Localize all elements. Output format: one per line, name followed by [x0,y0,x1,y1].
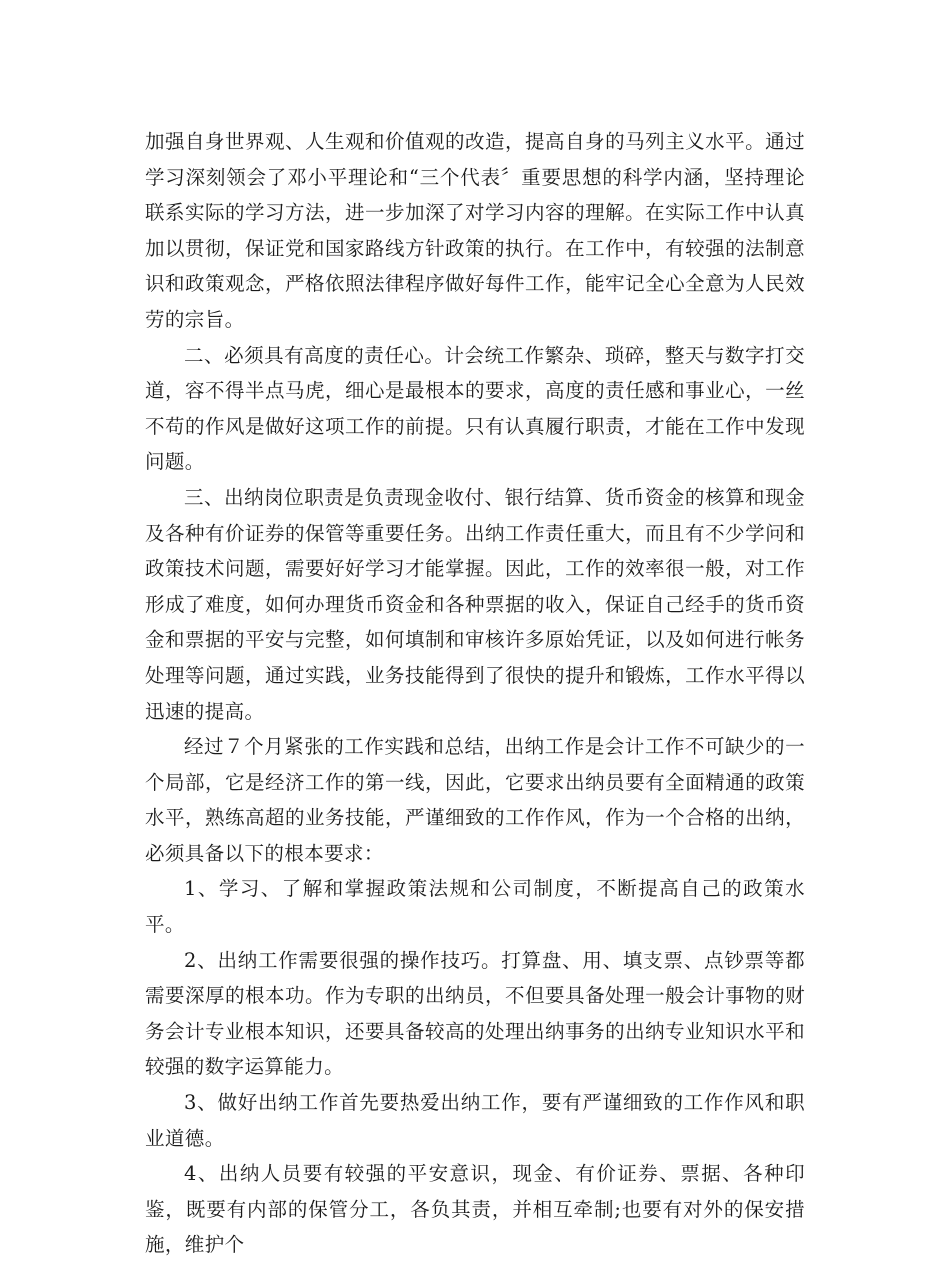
paragraph-1: 加强自身世界观、人生观和价值观的改造，提高自身的马列主义水平。通过学习深刻领会了邓小平理论和“三个代表〞重要思想的科学内涵，坚持理论联系实际的学习方法，进一步加深了对学习内容的理解。在实际工作中认真加以贯彻，保证党和国家路线方针政策的执行。在工作中，有较强的法制意识和政策观念，严格依照法律程序做好每件工作，能牢记全心全意为人民效劳的宗旨。 [145,130,805,331]
document-body [145,124,805,1263]
paragraph-3: 三、出纳岗位职责是负责现金收付、银行结算、货币资金的核算和现金及各种有价证券的保管等重要任务。出纳工作责任重大，而且有不少学问和政策技术问题，需要好好学习才能掌握。因此，工作的效率很一般，对工作形成了难度，如何办理货币资金和各种票据的收入，保证自己经手的货币资金和票据的平安与完整，如何填制和审核许多原始凭证，以及如何进行帐务处理等问题，通过实践，业务技能得到了很快的提升和锻炼，工作水平得以迅速的提高。 [145,485,805,723]
paragraph-6: 2、出纳工作需要很强的操作技巧。打算盘、用、填支票、点钞票等都需要深厚的根本功。作为专职的出纳员，不但要具备处理一般会计事物的财务会计专业根本知识，还要具备较高的处理出纳事务的出纳专业知识水平和较强的数字运算能力。 [145,948,805,1079]
paragraph-2: 二、必须具有高度的责任心。计会统工作繁杂、琐碎，整天与数字打交道，容不得半点马虎，细心是最根本的要求，高度的责任感和事业心，一丝不苟的作风是做好这项工作的前提。只有认真履行职责，才能在工作中发现问题。 [145,343,805,474]
paragraph-4: 经过７个月紧张的工作实践和总结，出纳工作是会计工作不可缺少的一个局部，它是经济工作的第一线，因此，它要求出纳员要有全面精通的政策水平，熟练高超的业务技能，严谨细致的工作作风，作为一个合格的出纳，必须具备以下的根本要求： [145,735,805,865]
paragraph-7: 3、做好出纳工作首先要热爱出纳工作，要有严谨细致的工作作风和职业道德。 [145,1091,805,1150]
paragraph-5: 1、学习、了解和掌握政策法规和公司制度，不断提高自己的政策水平。 [145,877,805,937]
paragraph-8: 4、出纳人员要有较强的平安意识，现金、有价证券、票据、各种印鉴，既要有内部的保管分工，各负其责，并相互牵制;也要有对外的保安措施，维护个 [145,1162,805,1257]
